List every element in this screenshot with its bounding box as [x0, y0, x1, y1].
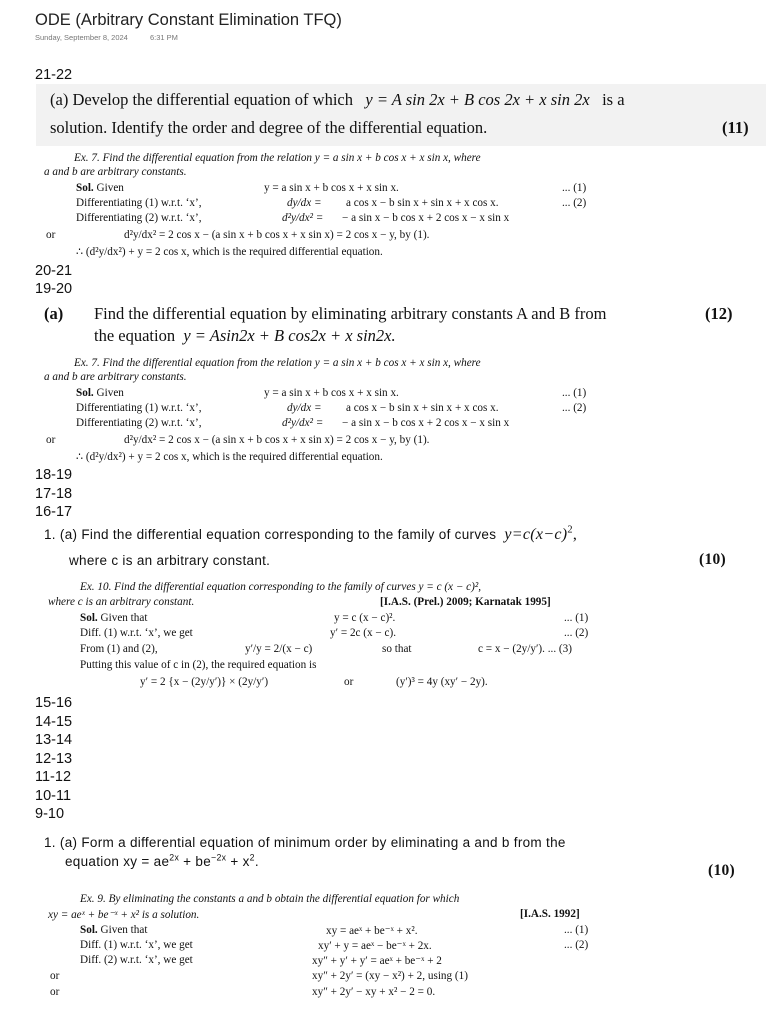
year-label: 20-21: [35, 263, 73, 279]
question-text: solution. Identify the order and degree of the differential equation.: [50, 118, 488, 137]
sol-text: Given: [96, 182, 124, 194]
question-marks: (10): [708, 862, 736, 879]
step-lhs: d²y/dx² =: [282, 212, 324, 224]
exponent: −2x: [211, 852, 227, 863]
or-label: or: [46, 434, 56, 446]
or-label: or: [46, 229, 56, 241]
question-text: 1. (a) Find the differential equation corresponding to the family of curves: [44, 527, 497, 542]
step-equation: d²y/dx² = 2 cos x − (a sin x + b cos x + x sin x) = 2 cos x − y, by (1).: [124, 434, 430, 446]
conclusion: ∴ (d²y/dx²) + y = 2 cos x, which is the required differential equation.: [76, 246, 383, 258]
sol-text: Given: [96, 387, 124, 399]
question-marks: (10): [699, 551, 727, 568]
exponent: 2x: [169, 852, 180, 863]
or-label: or: [50, 970, 60, 982]
year-label: 16-17: [35, 504, 73, 520]
step-connector: so that: [382, 643, 412, 655]
question-equation: y = A sin 2x + B cos 2x + x sin 2x: [365, 90, 590, 109]
textbook-example-clip: [44, 152, 604, 262]
example-heading-cont: where c is an arbitrary constant.: [48, 596, 195, 608]
sol-equation: xy = aeˣ + be⁻ˣ + x².: [326, 925, 418, 937]
step-label: Diff. (2) w.r.t. ‘x’, we get: [80, 954, 193, 966]
step-rhs: a cos x − b sin x + sin x + x cos x.: [346, 402, 499, 414]
step-equation: d²y/dx² = 2 cos x − (a sin x + b cos x + x sin x) = 2 cos x − y, by (1).: [124, 229, 430, 241]
question-punct: .: [254, 854, 259, 869]
year-label: 14-15: [35, 714, 73, 730]
step-rhs: − a sin x − b cos x + 2 cos x − x sin x: [342, 212, 510, 224]
step-equation: c = x − (2y/y′). ... (3): [478, 643, 572, 655]
question-text: where c is an arbitrary constant.: [69, 553, 271, 568]
step-label: Differentiating (1) w.r.t. ‘x’,: [76, 197, 202, 209]
equation-number: ... (1): [564, 924, 589, 936]
year-label: 21-22: [35, 67, 73, 83]
conclusion: ∴ (d²y/dx²) + y = 2 cos x, which is the required differential equation.: [76, 451, 383, 463]
exponent: 2: [249, 852, 255, 863]
page-time: 6:31 PM: [149, 33, 178, 42]
year-label: 10-11: [35, 788, 72, 804]
sol-equation: y = c (x − c)².: [334, 612, 396, 624]
question-text: the equation: [94, 326, 176, 345]
step-equation: y′ = 2 {x − (2y/y′)} × (2y/y′): [140, 676, 269, 688]
equation-number: ... (2): [562, 402, 587, 414]
step-label: Putting this value of c in (2), the required equation is: [80, 659, 317, 671]
question-marks: (12): [705, 304, 733, 323]
textbook-example-clip: [48, 893, 608, 1005]
question-text-end: is a: [602, 90, 625, 109]
equation-number: ... (1): [562, 387, 587, 399]
step-equation: xy″ + y′ + y′ = aeˣ + be⁻ˣ + 2: [312, 955, 442, 967]
question-text: equation xy = ae: [65, 854, 170, 869]
step-rhs: − a sin x − b cos x + 2 cos x − x sin x: [342, 417, 510, 429]
step-rhs: a cos x − b sin x + sin x + x cos x.: [346, 197, 499, 209]
equation-exponent: 2: [567, 524, 573, 536]
question-clip-2021: [44, 304, 759, 350]
example-heading-cont: a and b are arbitrary constants.: [44, 371, 187, 383]
equation-number: ... (1): [564, 612, 589, 624]
equation-number: ... (2): [564, 939, 589, 951]
example-reference: [I.A.S. (Prel.) 2009; Karnatak 1995]: [380, 596, 551, 608]
equation-number: ... (1): [562, 182, 587, 194]
example-heading-cont: a and b are arbitrary constants.: [44, 166, 187, 178]
step-label: Differentiating (1) w.r.t. ‘x’,: [76, 402, 202, 414]
step-equation: (y′)³ = 4y (xy′ − 2y).: [396, 676, 488, 688]
example-heading: Ex. 9. By eliminating the constants a and b obtain the differential equation for which: [80, 893, 460, 905]
textbook-example-clip: [48, 581, 608, 693]
question-clip-0910: [44, 833, 764, 881]
page-timestamp: [35, 33, 198, 42]
year-label: 17-18: [35, 486, 73, 502]
step-label: Diff. (1) w.r.t. ‘x’, we get: [80, 627, 193, 639]
sol-equation: y = a sin x + b cos x + x sin x.: [264, 182, 399, 194]
page-title: ODE (Arbitrary Constant Elimination TFQ): [35, 11, 342, 29]
year-label: 19-20: [35, 281, 73, 297]
year-label: 11-12: [35, 769, 72, 785]
sol-label: Sol.: [76, 387, 94, 399]
example-heading: Ex. 10. Find the differential equation corresponding to the family of curves y = c (x − c)²,: [80, 581, 482, 593]
step-lhs: dy/dx =: [287, 197, 322, 209]
sol-text: Given that: [100, 612, 148, 624]
example-reference: [I.A.S. 1992]: [520, 908, 580, 920]
equation-number: ... (2): [564, 627, 589, 639]
step-lhs: dy/dx =: [287, 402, 322, 414]
question-text: (a) Develop the differential equation of which: [50, 90, 353, 109]
year-label: 9-10: [35, 806, 65, 822]
sol-text: Given that: [100, 924, 148, 936]
example-heading: Ex. 7. Find the differential equation from the relation y = a sin x + b cos x + x sin x, where: [74, 152, 481, 164]
question-text: Find the differential equation by eliminating arbitrary constants A and B from: [94, 304, 607, 323]
year-label: 12-13: [35, 751, 73, 767]
step-equation: xy″ + 2y′ − xy + x² − 2 = 0.: [312, 986, 436, 998]
question-equation: y=c(x−c): [504, 526, 568, 543]
sol-equation: y = a sin x + b cos x + x sin x.: [264, 387, 399, 399]
question-clip-2122: [36, 84, 766, 146]
question-equation: y = Asin2x + B cos2x + x sin2x.: [183, 326, 396, 345]
example-heading: Ex. 7. Find the differential equation from the relation y = a sin x + b cos x + x sin x, where: [74, 357, 481, 369]
step-label: Differentiating (2) w.r.t. ‘x’,: [76, 417, 202, 429]
equation-number: ... (2): [562, 197, 587, 209]
or-label: or: [344, 676, 354, 688]
question-text: + be: [179, 854, 212, 869]
year-label: 15-16: [35, 695, 73, 711]
page-date: Sunday, September 8, 2024: [35, 33, 128, 42]
question-part-label: (a): [44, 304, 64, 323]
question-text: 1. (a) Form a differential equation of minimum order by eliminating a and b from the: [44, 835, 566, 850]
or-label: or: [50, 986, 60, 998]
step-equation: y′ = 2c (x − c).: [330, 627, 397, 639]
year-label: 18-19: [35, 467, 73, 483]
step-equation: xy″ + 2y′ = (xy − x²) + 2, using (1): [312, 970, 468, 982]
sol-label: Sol.: [76, 182, 94, 194]
question-clip-1617: [44, 524, 764, 574]
step-equation: xy′ + y = aeˣ − be⁻ˣ + 2x.: [318, 940, 432, 952]
equation-punct: ,: [572, 526, 578, 543]
textbook-example-clip: [44, 357, 604, 467]
step-label: From (1) and (2),: [80, 643, 158, 655]
sol-label: Sol.: [80, 924, 98, 936]
sol-label: Sol.: [80, 612, 98, 624]
question-marks: (11): [722, 118, 749, 137]
example-heading-cont: xy = aeˣ + be⁻ˣ + x² is a solution.: [48, 909, 200, 921]
step-lhs: d²y/dx² =: [282, 417, 324, 429]
year-label: 13-14: [35, 732, 73, 748]
question-text: + x: [226, 854, 250, 869]
step-equation: y′/y = 2/(x − c): [245, 643, 313, 655]
step-label: Diff. (1) w.r.t. ‘x’, we get: [80, 939, 193, 951]
step-label: Differentiating (2) w.r.t. ‘x’,: [76, 212, 202, 224]
